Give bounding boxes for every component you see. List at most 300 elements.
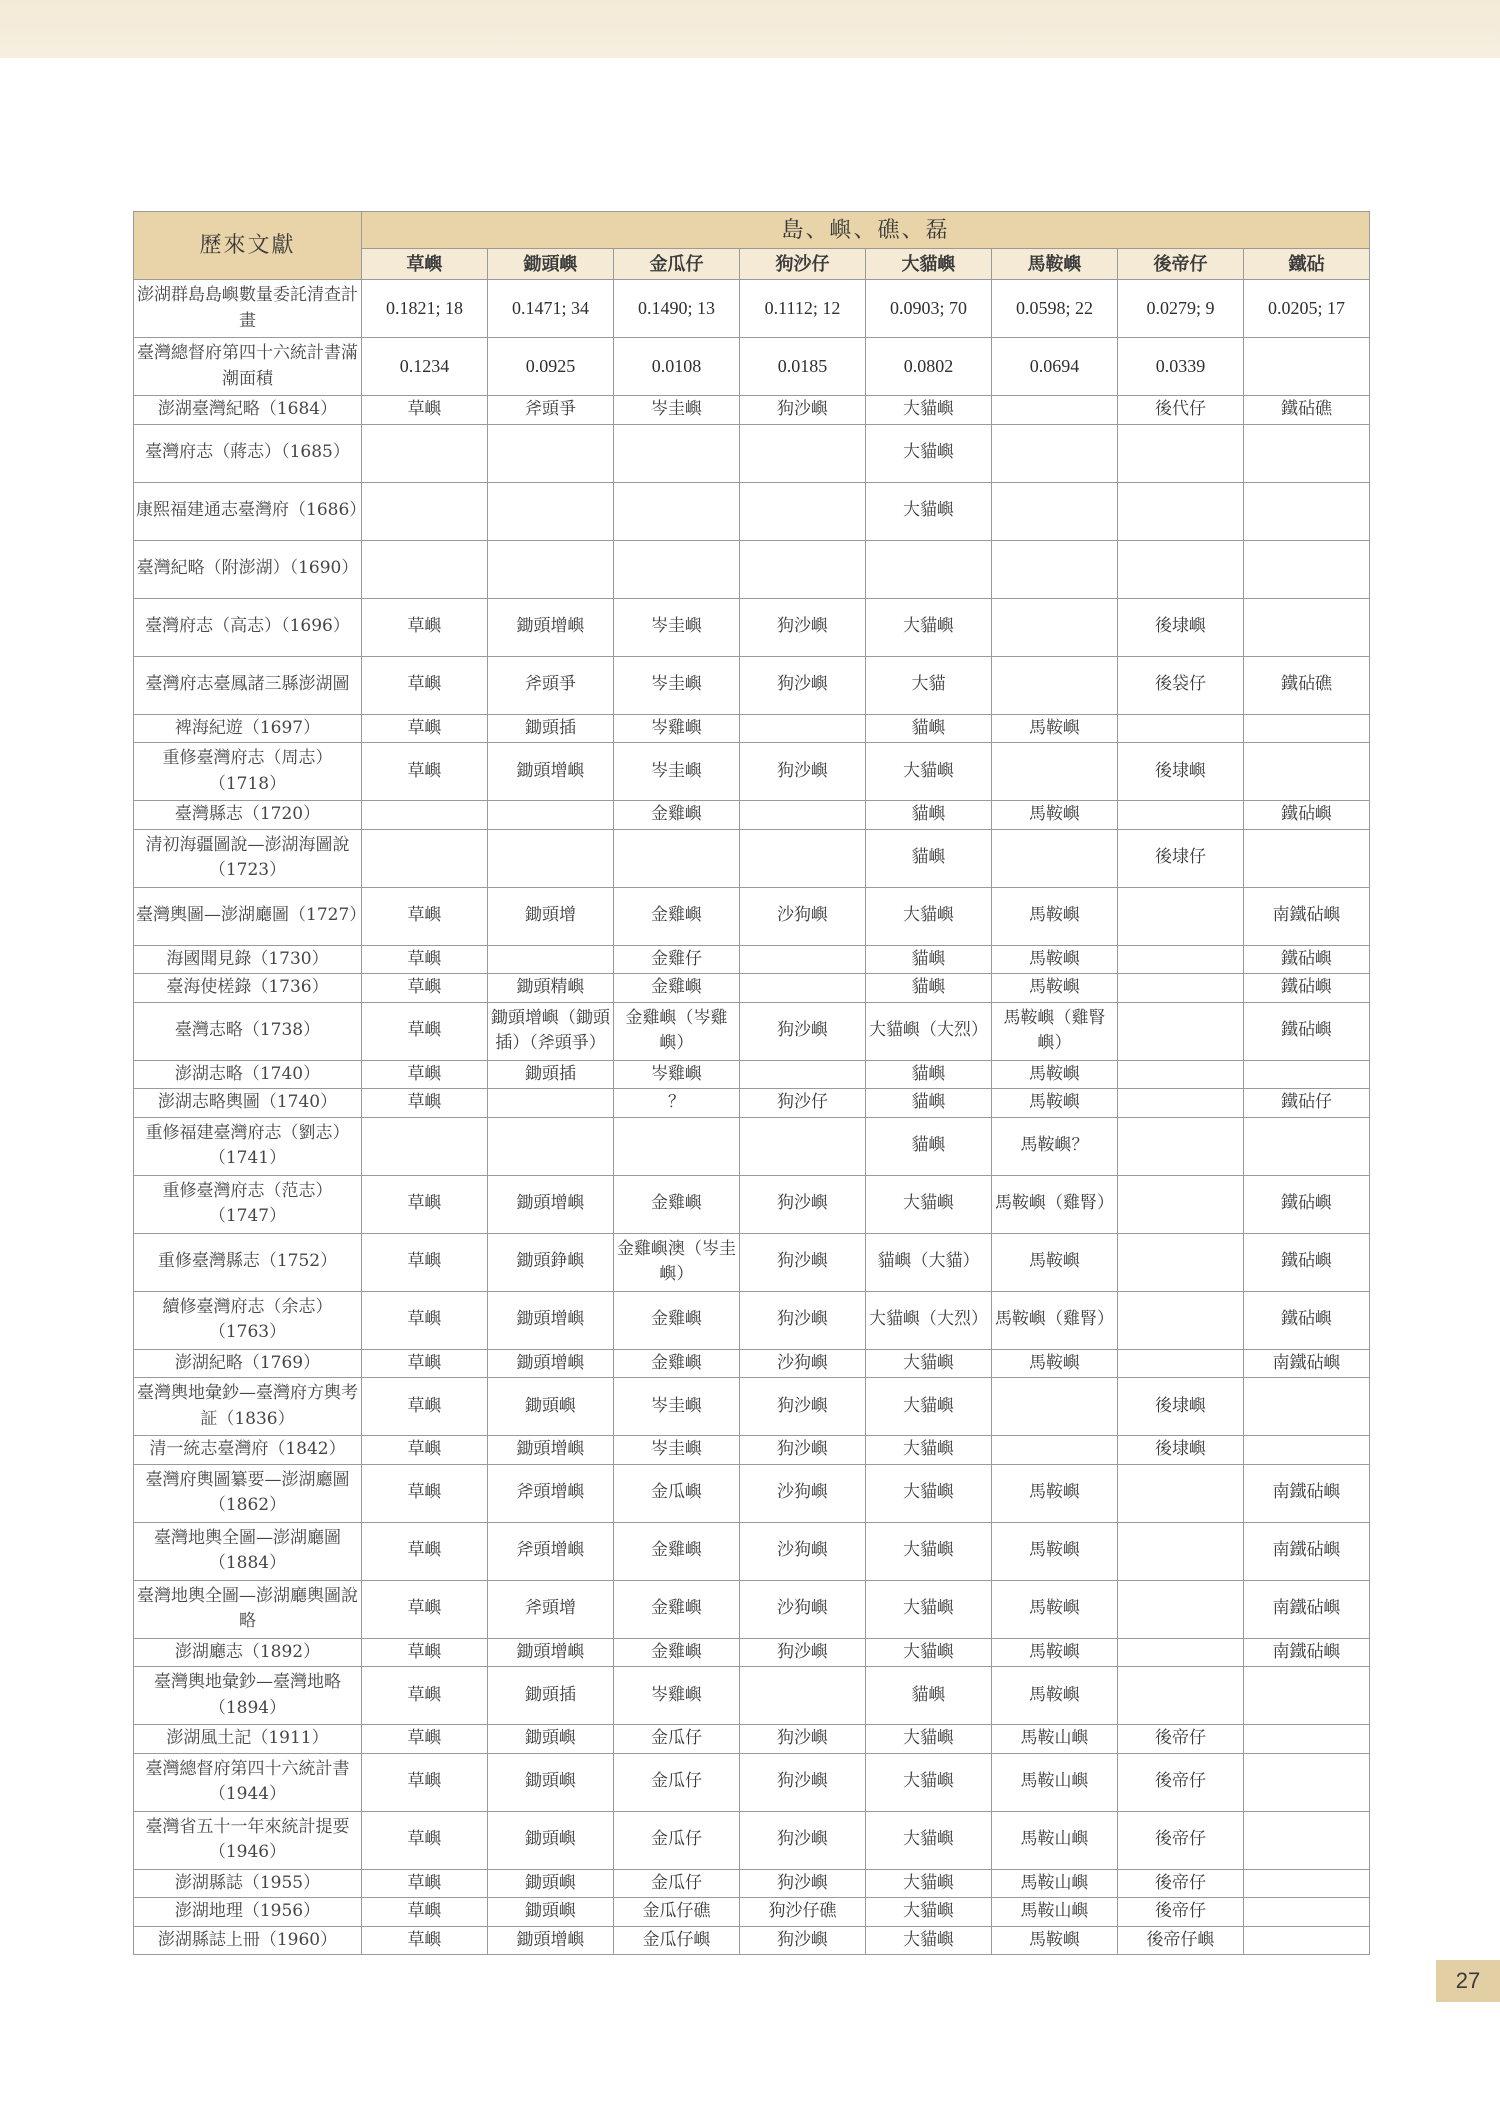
island-name-cell: 鋤頭插	[488, 714, 614, 743]
island-name-cell: 後帝仔	[1118, 1753, 1244, 1811]
island-name-cell: 貓嶼	[866, 801, 992, 830]
island-name-cell: 大貓嶼	[866, 743, 992, 801]
island-name-cell: 岑雞嶼	[614, 1667, 740, 1725]
table-row	[134, 829, 1370, 887]
island-name-cell: 大貓嶼	[866, 887, 992, 945]
table-body	[134, 280, 1370, 1955]
island-name-cell: 鋤頭增嶼	[488, 1291, 614, 1349]
island-name-cell	[1244, 1753, 1370, 1811]
table-row	[134, 714, 1370, 743]
island-name-cell	[1118, 1175, 1244, 1233]
island-name-cell: 草嶼	[362, 1060, 488, 1089]
island-name-cell: 鐵砧嶼	[1244, 974, 1370, 1003]
island-name-cell	[992, 396, 1118, 425]
island-name-cell: 大貓嶼（大烈）	[866, 1002, 992, 1060]
island-name-cell: 鐵砧礁	[1244, 396, 1370, 425]
island-name-cell: 馬鞍嶼	[992, 1522, 1118, 1580]
island-name-cell: 金雞嶼	[614, 974, 740, 1003]
island-name-cell	[488, 424, 614, 482]
island-name-cell: 鋤頭增嶼	[488, 1349, 614, 1378]
source-cell: 澎湖縣誌上冊（1960）	[134, 1926, 362, 1955]
island-name-cell: 馬鞍嶼	[992, 1464, 1118, 1522]
island-name-cell: 馬鞍嶼	[992, 1638, 1118, 1667]
header-island-group: 島、嶼、礁、磊	[362, 212, 1370, 249]
island-name-cell	[1118, 1233, 1244, 1291]
table-row	[134, 1378, 1370, 1436]
island-name-cell	[992, 1436, 1118, 1465]
island-name-cell	[488, 945, 614, 974]
table-row	[134, 1580, 1370, 1638]
island-name-cell: 0.0903; 70	[866, 280, 992, 338]
island-name-cell: 草嶼	[362, 1667, 488, 1725]
island-name-cell	[1244, 424, 1370, 482]
island-name-cell: 馬鞍嶼	[992, 974, 1118, 1003]
island-name-cell: 草嶼	[362, 396, 488, 425]
island-name-cell: 馬鞍嶼	[992, 945, 1118, 974]
table-row	[134, 482, 1370, 540]
island-name-cell	[740, 801, 866, 830]
island-name-cell: 馬鞍嶼（雞腎）	[992, 1175, 1118, 1233]
source-cell: 澎湖縣誌（1955）	[134, 1869, 362, 1898]
top-decorative-band	[0, 0, 1500, 58]
island-name-cell: 馬鞍山嶼	[992, 1811, 1118, 1869]
island-name-cell	[1244, 829, 1370, 887]
island-name-cell	[740, 974, 866, 1003]
source-cell: 澎湖臺灣紀略（1684）	[134, 396, 362, 425]
island-name-cell	[362, 801, 488, 830]
document-table-wrapper	[133, 211, 1369, 1955]
island-name-cell: 馬鞍山嶼	[992, 1898, 1118, 1927]
island-name-cell	[1244, 1898, 1370, 1927]
table-row	[134, 338, 1370, 396]
island-name-cell: 草嶼	[362, 1725, 488, 1754]
source-cell: 臺灣府志（蔣志）（1685）	[134, 424, 362, 482]
island-name-cell	[1244, 1117, 1370, 1175]
island-name-cell: 鐵砧嶼	[1244, 801, 1370, 830]
island-name-cell: 鐵砧仔	[1244, 1089, 1370, 1118]
island-name-cell	[1118, 945, 1244, 974]
island-name-cell	[1244, 1060, 1370, 1089]
source-cell: 臺灣縣志（1720）	[134, 801, 362, 830]
island-name-cell: 狗沙嶼	[740, 1175, 866, 1233]
island-name-cell	[740, 714, 866, 743]
island-name-cell: 草嶼	[362, 1522, 488, 1580]
island-name-cell: 狗沙嶼	[740, 1233, 866, 1291]
island-name-cell: 草嶼	[362, 1436, 488, 1465]
island-name-cell: 0.1112; 12	[740, 280, 866, 338]
island-name-cell: 貓嶼	[866, 829, 992, 887]
table-row	[134, 598, 1370, 656]
island-name-cell	[992, 1378, 1118, 1436]
island-name-cell: 大貓	[866, 656, 992, 714]
island-names-table	[133, 211, 1370, 1955]
island-name-cell: 狗沙嶼	[740, 1638, 866, 1667]
island-name-cell: 狗沙嶼	[740, 1291, 866, 1349]
table-row	[134, 540, 1370, 598]
source-cell: 康熙福建通志臺灣府（1686）	[134, 482, 362, 540]
island-name-cell	[740, 1117, 866, 1175]
island-name-cell: 沙狗嶼	[740, 1349, 866, 1378]
island-name-cell: 貓嶼	[866, 974, 992, 1003]
island-name-cell: 鋤頭精嶼	[488, 974, 614, 1003]
source-cell: 臺灣地輿全圖—澎湖廳圖（1884）	[134, 1522, 362, 1580]
island-name-cell: 鐵砧嶼	[1244, 1175, 1370, 1233]
table-row	[134, 1436, 1370, 1465]
island-name-cell: 草嶼	[362, 1898, 488, 1927]
island-name-cell: 草嶼	[362, 1869, 488, 1898]
table-row	[134, 280, 1370, 338]
island-name-cell	[992, 598, 1118, 656]
island-name-cell	[1118, 714, 1244, 743]
island-name-cell: 金雞嶼	[614, 887, 740, 945]
island-name-cell: 0.0802	[866, 338, 992, 396]
island-name-cell: 貓嶼	[866, 714, 992, 743]
island-name-cell: 草嶼	[362, 1378, 488, 1436]
island-name-cell: 狗沙嶼	[740, 1378, 866, 1436]
island-name-cell	[740, 1060, 866, 1089]
island-name-cell: 鋤頭嶼	[488, 1869, 614, 1898]
island-name-cell	[1118, 801, 1244, 830]
island-name-cell: 0.0694	[992, 338, 1118, 396]
table-row	[134, 743, 1370, 801]
island-name-cell	[1244, 1667, 1370, 1725]
island-name-cell: 金瓜仔	[614, 1725, 740, 1754]
island-name-cell: 0.1490; 13	[614, 280, 740, 338]
island-name-cell: 大貓嶼	[866, 424, 992, 482]
island-name-cell	[1118, 1522, 1244, 1580]
island-name-cell	[1118, 1002, 1244, 1060]
table-row	[134, 1349, 1370, 1378]
island-name-cell: 鋤頭增嶼	[488, 743, 614, 801]
table-row	[134, 1869, 1370, 1898]
source-cell: 臺灣地輿全圖—澎湖廳輿圖說略	[134, 1580, 362, 1638]
island-name-cell	[1118, 1464, 1244, 1522]
island-name-cell: 後帝仔	[1118, 1869, 1244, 1898]
island-name-cell: 狗沙嶼	[740, 1811, 866, 1869]
island-name-cell	[362, 829, 488, 887]
island-name-cell: 金瓜仔	[614, 1753, 740, 1811]
island-name-cell: 馬鞍山嶼	[992, 1753, 1118, 1811]
island-name-cell: 南鐵砧嶼	[1244, 1638, 1370, 1667]
table-row	[134, 1522, 1370, 1580]
island-name-cell: 金瓜仔礁	[614, 1898, 740, 1927]
island-name-cell	[1244, 1436, 1370, 1465]
island-name-cell: 大貓嶼	[866, 1753, 992, 1811]
island-name-cell	[362, 424, 488, 482]
island-name-cell	[740, 424, 866, 482]
island-name-cell: 後埭仔	[1118, 829, 1244, 887]
island-name-cell: 金雞仔	[614, 945, 740, 974]
island-name-cell	[992, 540, 1118, 598]
source-cell: 臺灣志略（1738）	[134, 1002, 362, 1060]
island-name-cell: 鐵砧嶼	[1244, 945, 1370, 974]
island-name-cell: 馬鞍嶼？	[992, 1117, 1118, 1175]
island-name-cell: 0.1234	[362, 338, 488, 396]
island-name-cell	[1244, 1926, 1370, 1955]
island-name-cell: 0.0279; 9	[1118, 280, 1244, 338]
island-name-cell: 後代仔	[1118, 396, 1244, 425]
island-name-cell	[362, 1117, 488, 1175]
island-name-cell: 草嶼	[362, 1175, 488, 1233]
island-name-cell: 狗沙嶼	[740, 656, 866, 714]
island-name-cell	[1118, 1060, 1244, 1089]
source-cell: 臺灣紀略（附澎湖）（1690）	[134, 540, 362, 598]
island-name-cell: 貓嶼（大貓）	[866, 1233, 992, 1291]
source-cell: 清一統志臺灣府（1842）	[134, 1436, 362, 1465]
table-row	[134, 1117, 1370, 1175]
island-name-cell: 鋤頭嶼	[488, 1898, 614, 1927]
island-name-cell: 貓嶼	[866, 1667, 992, 1725]
island-name-cell: 狗沙嶼	[740, 1436, 866, 1465]
island-name-cell: 狗沙嶼	[740, 396, 866, 425]
island-name-cell: 草嶼	[362, 656, 488, 714]
island-name-cell: 後帝仔	[1118, 1811, 1244, 1869]
island-name-cell: 岑圭嶼	[614, 743, 740, 801]
source-cell: 澎湖志略輿圖（1740）	[134, 1089, 362, 1118]
island-name-cell	[1244, 1811, 1370, 1869]
island-name-cell: 斧頭增	[488, 1580, 614, 1638]
island-name-cell: 馬鞍嶼	[992, 1089, 1118, 1118]
island-name-cell: 馬鞍山嶼	[992, 1869, 1118, 1898]
island-name-cell: 岑圭嶼	[614, 1378, 740, 1436]
island-name-cell	[614, 829, 740, 887]
island-name-cell	[740, 482, 866, 540]
column-header: 草嶼	[362, 249, 488, 280]
source-cell: 重修臺灣縣志（1752）	[134, 1233, 362, 1291]
island-name-cell: 金瓜仔	[614, 1869, 740, 1898]
island-name-cell: 大貓嶼	[866, 1638, 992, 1667]
island-name-cell: 金雞嶼澳（岑圭嶼）	[614, 1233, 740, 1291]
island-name-cell: 後埭嶼	[1118, 598, 1244, 656]
island-name-cell: 貓嶼	[866, 1089, 992, 1118]
island-name-cell: 草嶼	[362, 1089, 488, 1118]
island-name-cell: 狗沙嶼	[740, 1002, 866, 1060]
column-header: 大貓嶼	[866, 249, 992, 280]
island-name-cell: 草嶼	[362, 974, 488, 1003]
island-name-cell: 0.0205; 17	[1244, 280, 1370, 338]
source-cell: 臺灣總督府第四十六統計書滿潮面積	[134, 338, 362, 396]
island-name-cell: 大貓嶼	[866, 1725, 992, 1754]
island-name-cell	[1118, 540, 1244, 598]
column-header: 狗沙仔	[740, 249, 866, 280]
island-name-cell	[614, 540, 740, 598]
island-name-cell: 草嶼	[362, 1233, 488, 1291]
island-name-cell: 狗沙嶼	[740, 598, 866, 656]
island-name-cell	[992, 424, 1118, 482]
island-name-cell	[1118, 1638, 1244, 1667]
table-row	[134, 801, 1370, 830]
table-row	[134, 1089, 1370, 1118]
island-name-cell: 大貓嶼	[866, 1898, 992, 1927]
table-row	[134, 424, 1370, 482]
island-name-cell: 狗沙嶼	[740, 1869, 866, 1898]
island-name-cell: 0.0339	[1118, 338, 1244, 396]
table-row	[134, 1926, 1370, 1955]
island-name-cell: 鋤頭錚嶼	[488, 1233, 614, 1291]
source-cell: 澎湖紀略（1769）	[134, 1349, 362, 1378]
island-name-cell	[740, 1667, 866, 1725]
island-name-cell: 鋤頭增嶼	[488, 1175, 614, 1233]
island-name-cell: 金雞嶼	[614, 1175, 740, 1233]
island-name-cell: 岑雞嶼	[614, 714, 740, 743]
header-sources: 歷來文獻	[134, 212, 362, 280]
island-name-cell: 馬鞍嶼	[992, 887, 1118, 945]
island-name-cell: 鋤頭插	[488, 1667, 614, 1725]
island-name-cell: 草嶼	[362, 1349, 488, 1378]
island-name-cell: 草嶼	[362, 887, 488, 945]
source-cell: 海國聞見錄（1730）	[134, 945, 362, 974]
island-name-cell	[614, 424, 740, 482]
source-cell: 臺海使槎錄（1736）	[134, 974, 362, 1003]
island-name-cell	[992, 743, 1118, 801]
source-cell: 臺灣省五十一年來統計提要（1946）	[134, 1811, 362, 1869]
island-name-cell: 金雞嶼	[614, 1580, 740, 1638]
island-name-cell	[1118, 887, 1244, 945]
island-name-cell: 0.0598; 22	[992, 280, 1118, 338]
source-cell: 臺灣輿地彙鈔—臺灣地略（1894）	[134, 1667, 362, 1725]
island-name-cell: 大貓嶼	[866, 1522, 992, 1580]
table-row	[134, 656, 1370, 714]
source-cell: 臺灣府志臺鳳諸三縣澎湖圖	[134, 656, 362, 714]
island-name-cell: 0.1471; 34	[488, 280, 614, 338]
island-name-cell	[488, 829, 614, 887]
island-name-cell	[740, 540, 866, 598]
source-cell: 澎湖風土記（1911）	[134, 1725, 362, 1754]
island-name-cell	[488, 540, 614, 598]
island-name-cell: 斧頭爭	[488, 656, 614, 714]
source-cell: 裨海紀遊（1697）	[134, 714, 362, 743]
island-name-cell: 岑圭嶼	[614, 598, 740, 656]
island-name-cell	[488, 1117, 614, 1175]
island-name-cell: 鋤頭嶼	[488, 1378, 614, 1436]
island-name-cell: 金瓜仔	[614, 1811, 740, 1869]
source-cell: 臺灣輿圖—澎湖廳圖（1727）	[134, 887, 362, 945]
island-name-cell	[1244, 1725, 1370, 1754]
island-name-cell: 大貓嶼	[866, 396, 992, 425]
island-name-cell	[740, 829, 866, 887]
island-name-cell: 後埭嶼	[1118, 1378, 1244, 1436]
table-row	[134, 945, 1370, 974]
island-name-cell: 大貓嶼（大烈）	[866, 1291, 992, 1349]
island-name-cell: 0.0185	[740, 338, 866, 396]
source-cell: 澎湖地理（1956）	[134, 1898, 362, 1927]
island-name-cell: 金瓜仔嶼	[614, 1926, 740, 1955]
table-row	[134, 1638, 1370, 1667]
column-header: 鐵砧	[1244, 249, 1370, 280]
island-name-cell: 草嶼	[362, 598, 488, 656]
island-name-cell: 馬鞍嶼（雞腎）	[992, 1291, 1118, 1349]
island-name-cell: 馬鞍山嶼	[992, 1725, 1118, 1754]
island-name-cell: 草嶼	[362, 1753, 488, 1811]
island-name-cell	[614, 1117, 740, 1175]
island-name-cell: 鋤頭增嶼	[488, 1926, 614, 1955]
island-name-cell	[614, 482, 740, 540]
island-name-cell	[740, 945, 866, 974]
island-name-cell: 馬鞍嶼	[992, 1926, 1118, 1955]
table-row	[134, 396, 1370, 425]
island-name-cell: 斧頭爭	[488, 396, 614, 425]
source-cell: 澎湖志略（1740）	[134, 1060, 362, 1089]
table-row	[134, 1060, 1370, 1089]
island-name-cell: 草嶼	[362, 1638, 488, 1667]
source-cell: 清初海疆圖說—澎湖海圖說（1723）	[134, 829, 362, 887]
island-name-cell: 大貓嶼	[866, 1175, 992, 1233]
island-name-cell	[1244, 714, 1370, 743]
island-name-cell: 大貓嶼	[866, 598, 992, 656]
island-name-cell: 沙狗嶼	[740, 1580, 866, 1638]
island-name-cell: 金瓜嶼	[614, 1464, 740, 1522]
island-name-cell: 後帝仔	[1118, 1725, 1244, 1754]
island-name-cell: 沙狗嶼	[740, 1464, 866, 1522]
island-name-cell: 草嶼	[362, 1291, 488, 1349]
page-number: 27	[1436, 1960, 1500, 2002]
table-row	[134, 1898, 1370, 1927]
island-name-cell: 斧頭增嶼	[488, 1522, 614, 1580]
island-name-cell: 0.0925	[488, 338, 614, 396]
island-name-cell: 南鐵砧嶼	[1244, 1464, 1370, 1522]
table-row	[134, 1002, 1370, 1060]
island-name-cell: 草嶼	[362, 1811, 488, 1869]
island-name-cell: 鋤頭增嶼	[488, 598, 614, 656]
island-name-cell: 鐵砧嶼	[1244, 1233, 1370, 1291]
island-name-cell: 馬鞍嶼	[992, 1667, 1118, 1725]
island-name-cell	[992, 829, 1118, 887]
table-row	[134, 1464, 1370, 1522]
island-name-cell: 鋤頭增嶼	[488, 1638, 614, 1667]
island-name-cell: 金雞嶼	[614, 801, 740, 830]
island-name-cell	[488, 801, 614, 830]
island-name-cell: 沙狗嶼	[740, 1522, 866, 1580]
island-name-cell: 鋤頭嶼	[488, 1725, 614, 1754]
island-name-cell: 南鐵砧嶼	[1244, 1580, 1370, 1638]
island-name-cell: 馬鞍嶼	[992, 1580, 1118, 1638]
island-name-cell	[1118, 1089, 1244, 1118]
island-name-cell	[866, 540, 992, 598]
island-name-cell: 後袋仔	[1118, 656, 1244, 714]
island-name-cell: 鋤頭增嶼	[488, 1436, 614, 1465]
source-cell: 臺灣府輿圖纂要—澎湖廳圖（1862）	[134, 1464, 362, 1522]
source-cell: 臺灣總督府第四十六統計書（1944）	[134, 1753, 362, 1811]
island-name-cell	[488, 482, 614, 540]
island-name-cell: 大貓嶼	[866, 1436, 992, 1465]
island-name-cell	[992, 482, 1118, 540]
island-name-cell	[1244, 743, 1370, 801]
island-name-cell: 金雞嶼	[614, 1291, 740, 1349]
island-name-cell: 鋤頭增嶼（鋤頭插）（斧頭爭）	[488, 1002, 614, 1060]
column-header: 鋤頭嶼	[488, 249, 614, 280]
island-name-cell: 馬鞍嶼	[992, 714, 1118, 743]
island-name-cell: 鐵砧嶼	[1244, 1291, 1370, 1349]
island-name-cell: 後帝仔嶼	[1118, 1926, 1244, 1955]
island-name-cell	[1244, 1869, 1370, 1898]
island-name-cell	[1244, 482, 1370, 540]
island-name-cell: 狗沙仔礁	[740, 1898, 866, 1927]
island-name-cell: 狗沙嶼	[740, 1725, 866, 1754]
island-name-cell: 岑雞嶼	[614, 1060, 740, 1089]
island-name-cell: 貓嶼	[866, 1117, 992, 1175]
island-name-cell: 岑圭嶼	[614, 396, 740, 425]
island-name-cell: 金雞嶼	[614, 1349, 740, 1378]
island-name-cell	[1244, 540, 1370, 598]
island-name-cell: 鋤頭插	[488, 1060, 614, 1089]
island-name-cell: 斧頭增嶼	[488, 1464, 614, 1522]
island-name-cell: 大貓嶼	[866, 1869, 992, 1898]
island-name-cell: 大貓嶼	[866, 1349, 992, 1378]
island-name-cell: 貓嶼	[866, 945, 992, 974]
table-row	[134, 887, 1370, 945]
table-row	[134, 1233, 1370, 1291]
island-name-cell	[1118, 482, 1244, 540]
